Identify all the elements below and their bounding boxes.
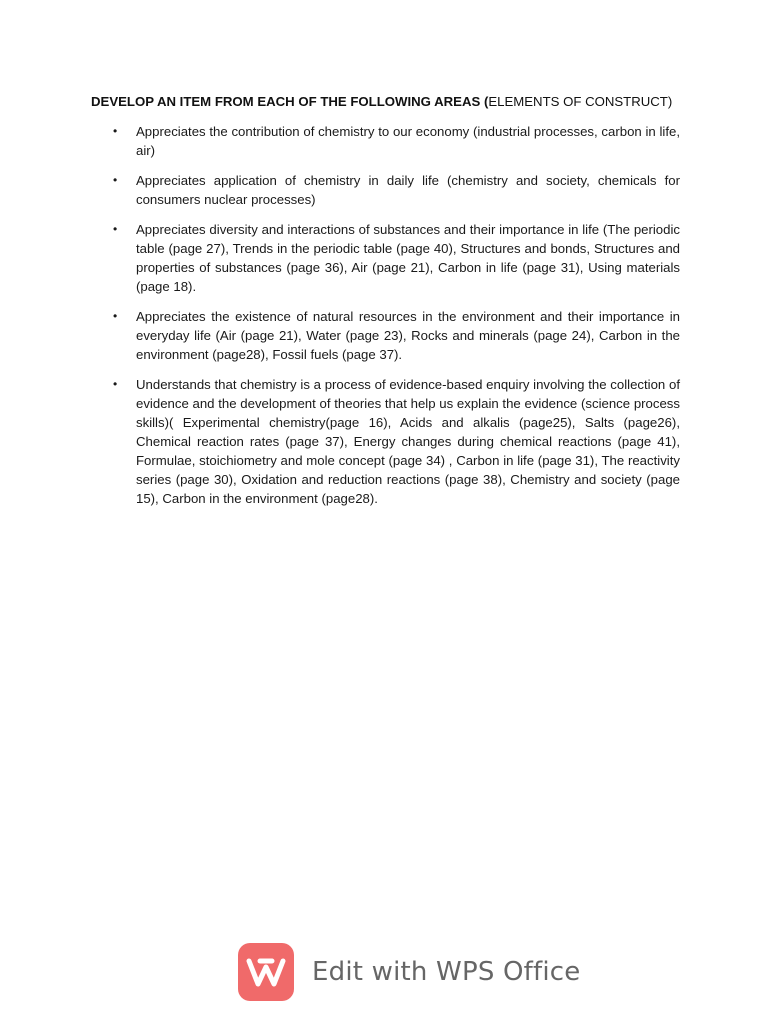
bullet-icon: • — [113, 377, 118, 391]
list-item — [108, 220, 680, 296]
list-item — [108, 375, 680, 508]
list-item — [108, 307, 680, 364]
bullet-list — [108, 122, 680, 519]
bullet-icon: • — [113, 222, 118, 236]
wps-watermark-text: Edit with WPS Office — [312, 957, 581, 987]
heading-normal-part: ELEMENTS OF CONSTRUCT) — [488, 94, 673, 109]
wps-watermark[interactable] — [238, 942, 580, 1002]
bullet-text: Understands that chemistry is a process of evidence-based enquiry involving the collection of evidence and the development of theories that help us explain the evidence (science process skills)( Experimental chemistry(page 16), Acids and alkalis (page25), Salts (page26), Chemical reaction rates (page 37), Energy changes during chemical reactions (page 41), Formulae, stoichiometry and mole concept (page 34) , Carbon in life (page 31), The reactivity series (page 30), Oxidation and reduction reactions (page 38), Chemistry and society (page 15), Carbon in the environment (page28). — [136, 377, 680, 506]
bullet-text: Appreciates diversity and interactions of substances and their importance in life (The periodic table (page 27), Trends in the periodic table (page 40), Structures and bonds, Structures and properties of substances (page 36), Air (page 21), Carbon in life (page 31), Using materials (page 18). — [136, 222, 680, 294]
bullet-icon: • — [113, 309, 118, 323]
bullet-text: Appreciates application of chemistry in daily life (chemistry and society, chemicals for consumers nuclear processes) — [136, 173, 680, 207]
list-item — [108, 171, 680, 209]
bullet-icon: • — [113, 124, 118, 138]
list-item — [108, 122, 680, 160]
bullet-text: Appreciates the existence of natural resources in the environment and their importance in everyday life (Air (page 21), Water (page 23), Rocks and minerals (page 24), Carbon in the environment (page28), Fossil fuels (page 37). — [136, 309, 680, 362]
heading-bold-part: DEVELOP AN ITEM FROM EACH OF THE FOLLOWING AREAS ( — [91, 94, 489, 109]
bullet-icon: • — [113, 173, 118, 187]
document-heading — [91, 93, 672, 111]
wps-w-logo-icon-glyph — [246, 955, 286, 989]
wps-w-logo-icon — [238, 943, 294, 1001]
bullet-text: Appreciates the contribution of chemistry to our economy (industrial processes, carbon in life, air) — [136, 124, 680, 158]
